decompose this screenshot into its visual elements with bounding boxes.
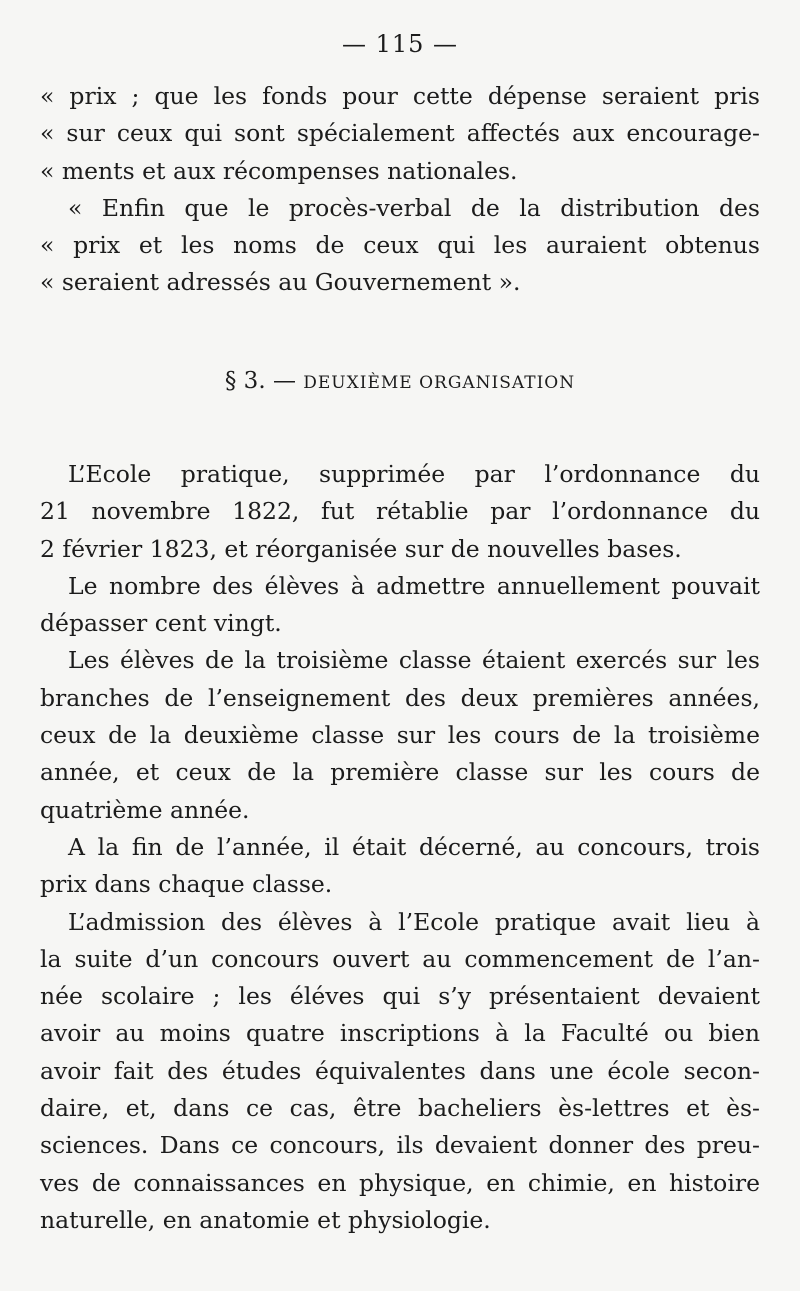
text-line: daire, et, dans ce cas, être bacheliers ès-lettres et ès-: [40, 1094, 760, 1123]
text-line: « Enfin que le procès-verbal de la distribution des: [68, 193, 760, 222]
text-line: avoir au moins quatre inscriptions à la Faculté ou bien: [40, 1019, 760, 1048]
text-line: « seraient adressés au Gouvernement ».: [40, 268, 521, 297]
text-line: avoir fait des études équivalentes dans une école secon-: [40, 1056, 760, 1085]
text-line: « prix et les noms de ceux qui les auraient obtenus: [40, 231, 760, 260]
text-line: L’admission des élèves à l’Ecole pratique avait lieu à: [68, 907, 760, 936]
text-line: ves de connaissances en physique, en chimie, en histoire: [40, 1168, 760, 1197]
body-text: [40, 456, 760, 1239]
text-line: « ments et aux récompenses nationales.: [40, 156, 518, 185]
section-number: § 3. —: [224, 368, 296, 394]
text-line: sciences. Dans ce concours, ils devaient donner des preu-: [40, 1131, 760, 1160]
text-line: quatrième année.: [40, 795, 250, 824]
section-title: DEUXIÈME ORGANISATION: [303, 373, 576, 393]
text-line: A la fin de l’année, il était décerné, au concours, trois: [68, 832, 760, 861]
text-line: année, et ceux de la première classe sur les cours de: [40, 758, 760, 787]
text-line: « sur ceux qui sont spécialement affectés aux encourage-: [40, 119, 760, 148]
text-line: naturelle, en anatomie et physiologie.: [40, 1205, 491, 1234]
text-line: branches de l’enseignement des deux premières années,: [40, 683, 760, 712]
text-line: 21 novembre 1822, fut rétablie par l’ordonnance du: [40, 497, 760, 526]
text-line: L’Ecole pratique, supprimée par l’ordonnance du: [68, 460, 760, 488]
text-line: prix dans chaque classe.: [40, 870, 333, 899]
text-line: « prix ; que les fonds pour cette dépense seraient pris: [40, 82, 760, 110]
quote-block: [40, 78, 760, 302]
text-line: née scolaire ; les éléves qui s’y présentaient devaient: [40, 982, 760, 1011]
text-line: Le nombre des élèves à admettre annuellement pouvait: [68, 571, 760, 600]
page-number: — 115 —: [341, 30, 459, 58]
text-line: Les élèves de la troisième classe étaient exercés sur les: [68, 646, 760, 675]
text-line: dépasser cent vingt.: [40, 609, 282, 638]
text-line: 2 février 1823, et réorganisée sur de nouvelles bases.: [40, 534, 682, 563]
text-line: ceux de la deuxième classe sur les cours de la troisième: [40, 721, 760, 750]
section-heading: [0, 368, 800, 394]
text-line: la suite d’un concours ouvert au commencement de l’an-: [40, 944, 760, 973]
